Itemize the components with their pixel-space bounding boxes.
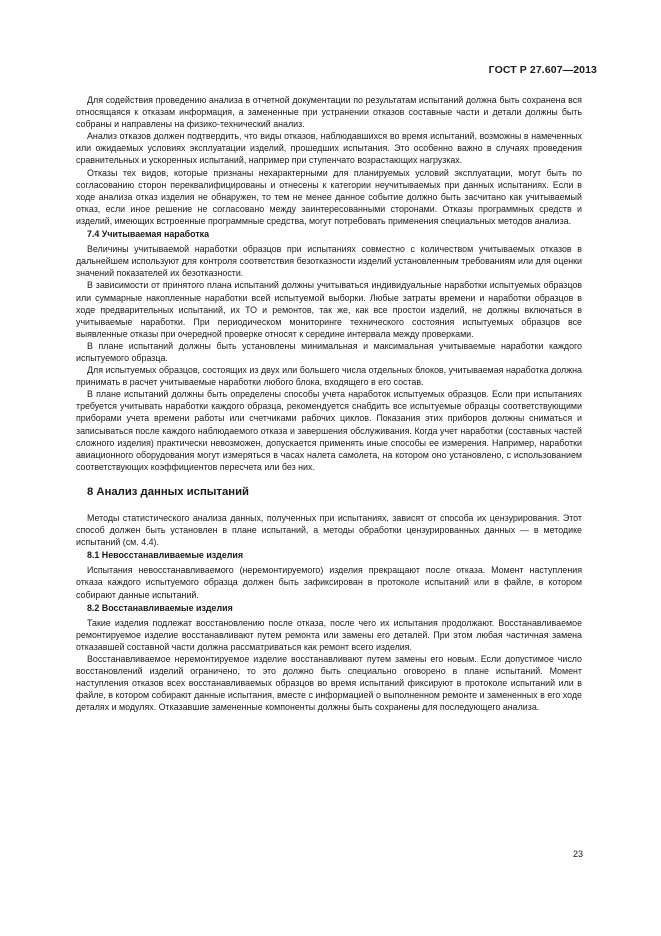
paragraph: Испытания невосстанавливаемого (неремонтируемого) изделия прекращают после отказа. Момент наступления отказа каждого испытуемого образца должен быть зафиксирован в протоколе испытаний или в файле, в котором собирают данные испытаний.: [76, 565, 582, 600]
subsection-heading-8-1: 8.1 Невосстанавливаемые изделия: [87, 550, 244, 561]
paragraph: Для содействия проведению анализа в отчетной документации по результатам испытаний должна быть сохранена вся относящаяся к отказам информация, а замененные при устранении отказов составные части и детали должны быть собраны и направлены на физико-технический анализ.: [76, 95, 582, 130]
subsection-heading-8-2: 8.2 Восстанавливаемые изделия: [87, 602, 233, 613]
standard-identifier: ГОСТ Р 27.607—2013: [488, 64, 597, 76]
paragraph: Для испытуемых образцов, состоящих из двух или большего числа отдельных блоков, учитываемая наработка должна принимать в расчет учитываемые наработки любого блока, входящего в его состав.: [76, 365, 582, 388]
subsection-heading-7-4: 7.4 Учитываемая наработка: [87, 229, 210, 240]
section-heading-8: 8 Анализ данных испытаний: [87, 485, 249, 498]
paragraph: Методы статистического анализа данных, полученных при испытаниях, зависят от способа их цензурирования. Этот способ должен быть установлен в плане испытаний, а методы обработки цензурированных данных — в методике испытаний (см. 4.4).: [76, 513, 582, 548]
page-content: [76, 94, 582, 714]
paragraph: Отказы тех видов, которые признаны нехарактерными для планируемых условий эксплуатации, могут быть по согласованию сторон переквалифицированы и отнесены к категории неучитываемых при данных испытаниях. Если в ходе анализа отказ изделия не обнаружен, то тем не менее данное событие должно быть засчитано как учитываемый отказ, если иное решение не согласовано между заинтересованными сторонами. Отказы программных средств и изделий, имеющих встроенные программные средства, могут потребовать применения специальных методов анализа.: [76, 167, 582, 226]
page-number: 23: [572, 849, 583, 859]
paragraph: Восстанавливаемое неремонтируемое изделие восстанавливают путем замены его новым. Если допустимое число восстановлений изделий ограничено, то это должно быть специально оговорено в плане испытаний. Момент наступления отказов всех восстанавливаемых образцов во время испытаний фиксируют в протоколе испытаний или в файле, в котором собирают данные испытания, вместе с информацией о выполненном ремонте и замененных в его ходе деталях и модулях. Отказавшие замененные компоненты должны быть сохранены для последующего анализа.: [76, 654, 582, 713]
paragraph: В зависимости от принятого плана испытаний должны учитываться индивидуальные наработки испытуемых образцов или суммарные накопленные наработки всей испытуемой выборки. Любые затраты времени и наработки образцов в ходе предварительных испытаний, их ТО и ремонтов, так же, как все простои изделий, не должны включаться в учитываемые наработки. При периодическом мониторинге технического состояния испытуемых образцов все выявленные отказы при очередной проверке относят к середине интервала между проверками.: [76, 280, 582, 339]
paragraph: Анализ отказов должен подтвердить, что виды отказов, наблюдавшихся во время испытаний, возможны в намеченных или ожидаемых условиях эксплуатации изделий, прошедших испытания. Это особенно важно в случаях проведения сравнительных и ускоренных испытаний, например при ступенчато возрастающих нагрузках.: [76, 131, 582, 166]
paragraph: Величины учитываемой наработки образцов при испытаниях совместно с количеством учитываемых отказов в дальнейшем используют для контроля соответствия безотказности изделий установленным требованиям или для оценки значений показателей их безотказности.: [76, 244, 582, 279]
paragraph: В плане испытаний должны быть установлены минимальная и максимальная учитываемые наработки каждого испытуемого образца.: [76, 340, 582, 363]
paragraph: В плане испытаний должны быть определены способы учета наработок испытуемых образцов. Если при испытаниях требуется учитывать наработки каждого образца, рекомендуется снабдить все испытуемые образцы соответствующими приборами учета времени работы или счетчиками рабочих циклов. Показания этих приборов должны сниматься и записываться после каждого наблюдаемого отказа и завершения обслуживания. Когда учет наработки (составных частей сложного изделия) практически невозможен, допускается применять иные способы ее измерения. Например, наработки авиационного оборудования могут измеряться в часах налета самолета, на котором оно установлено, с использованием соответствующих коэффициентов пересчета или без них.: [76, 389, 582, 472]
paragraph: Такие изделия подлежат восстановлению после отказа, после чего их испытания продолжают. Восстанавливаемое ремонтируемое изделие восстанавливают путем ремонта или замены его деталей. При этом любая частичная замена отказавшей составной части должна рассматриваться как ремонт всего изделия.: [76, 617, 582, 652]
